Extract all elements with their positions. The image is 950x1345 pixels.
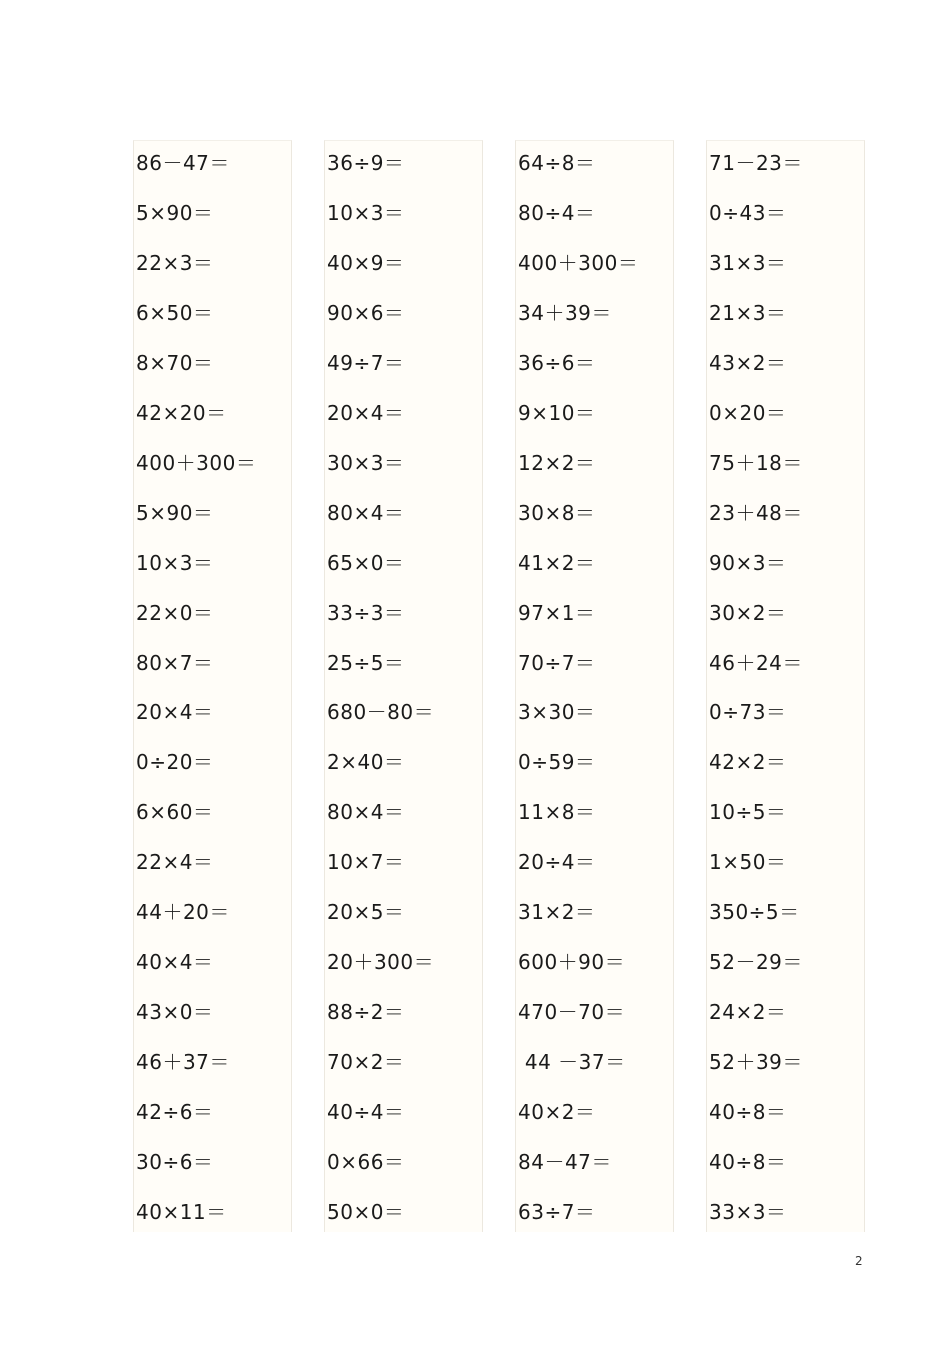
- math-problem: 22×3＝: [136, 250, 214, 275]
- math-problem: 22×4＝: [136, 850, 214, 875]
- math-problem: 31×3＝: [709, 250, 787, 275]
- problem-column-4: [706, 140, 865, 1232]
- math-problem: 12×2＝: [518, 450, 596, 475]
- math-problem: 6×60＝: [136, 800, 214, 825]
- math-problem: 30×2＝: [709, 600, 787, 625]
- math-problem: 84－47＝: [518, 1150, 612, 1174]
- math-problem: 40×4＝: [136, 950, 214, 975]
- math-problem: 680－80＝: [327, 700, 435, 725]
- math-problem: 8×70＝: [136, 350, 214, 375]
- problem-column-3: [515, 140, 674, 1232]
- math-problem: 52＋39＝: [709, 1050, 803, 1075]
- math-problem: 50×0＝: [327, 1199, 405, 1224]
- math-problem: 33÷3＝: [327, 600, 405, 625]
- math-problem: 71－23＝: [709, 151, 803, 175]
- math-problem: 52－29＝: [709, 950, 803, 975]
- math-problem: 88÷2＝: [327, 1000, 405, 1025]
- math-problem: 80÷4＝: [518, 200, 596, 225]
- math-problem: 400＋300＝: [518, 250, 639, 275]
- math-problem: 0×66＝: [327, 1150, 405, 1174]
- math-problem: 20×4＝: [327, 400, 405, 425]
- math-problem: 5×90＝: [136, 500, 214, 525]
- math-problem: 42÷6＝: [136, 1100, 214, 1125]
- math-problem: 70×2＝: [327, 1050, 405, 1075]
- math-problem: 470－70＝: [518, 1000, 626, 1025]
- math-problem: 65×0＝: [327, 550, 405, 575]
- math-problem: 43×0＝: [136, 1000, 214, 1025]
- math-problem: 90×6＝: [327, 300, 405, 325]
- math-problem: 20×5＝: [327, 900, 405, 925]
- math-problem: 36÷6＝: [518, 350, 596, 375]
- math-problem: 5×90＝: [136, 200, 214, 225]
- math-problem: 34＋39＝: [518, 300, 612, 325]
- problem-column-1: [133, 140, 292, 1232]
- math-problem: 30×3＝: [327, 450, 405, 475]
- math-problem: 40÷8＝: [709, 1150, 787, 1174]
- math-problem: 80×7＝: [136, 650, 214, 675]
- math-problem: 46＋37＝: [136, 1050, 230, 1075]
- math-problem: 31×2＝: [518, 900, 596, 925]
- math-problem: 86－47＝: [136, 151, 230, 175]
- math-problem: 75＋18＝: [709, 450, 803, 475]
- math-problem: 10×7＝: [327, 850, 405, 875]
- math-problem: 40÷4＝: [327, 1100, 405, 1125]
- math-problem: 10×3＝: [136, 550, 214, 575]
- math-problem: 90×3＝: [709, 550, 787, 575]
- math-problem: 23＋48＝: [709, 500, 803, 525]
- math-problem: 64÷8＝: [518, 151, 596, 175]
- math-problem: 0÷73＝: [709, 700, 787, 725]
- math-problem: 10÷5＝: [709, 800, 787, 825]
- math-problem: 80×4＝: [327, 800, 405, 825]
- math-problem: 10×3＝: [327, 200, 405, 225]
- math-problem: 44＋20＝: [136, 900, 230, 925]
- math-problem: 2×40＝: [327, 750, 405, 775]
- math-problem: 46＋24＝: [709, 650, 803, 675]
- math-problem: 0×20＝: [709, 400, 787, 425]
- math-problem: 40×9＝: [327, 250, 405, 275]
- math-problem: 21×3＝: [709, 300, 787, 325]
- math-problem: 43×2＝: [709, 350, 787, 375]
- math-problem: 40×11＝: [136, 1199, 227, 1224]
- math-problem: 63÷7＝: [518, 1199, 596, 1224]
- math-problem: 600＋90＝: [518, 950, 626, 975]
- math-problem: 33×3＝: [709, 1199, 787, 1224]
- math-problem: 30×8＝: [518, 500, 596, 525]
- math-problem: 0÷20＝: [136, 750, 214, 775]
- math-problem: 3×30＝: [518, 700, 596, 725]
- math-problem: 20×4＝: [136, 700, 214, 725]
- math-problem: 0÷59＝: [518, 750, 596, 775]
- page-number: 2: [855, 1254, 863, 1268]
- math-problem: 25÷5＝: [327, 650, 405, 675]
- math-problem: 350÷5＝: [709, 900, 800, 925]
- math-problem: 9×10＝: [518, 400, 596, 425]
- math-problem: 20÷4＝: [518, 850, 596, 875]
- math-problem: 20＋300＝: [327, 950, 435, 975]
- math-problem: 30÷6＝: [136, 1150, 214, 1174]
- math-problem: 40×2＝: [518, 1100, 596, 1125]
- math-problem: 42×2＝: [709, 750, 787, 775]
- math-problem: 22×0＝: [136, 600, 214, 625]
- problem-column-2: [324, 140, 483, 1232]
- math-problem: 400＋300＝: [136, 450, 257, 475]
- math-problem: 44 －37＝: [518, 1050, 626, 1075]
- math-problem: 24×2＝: [709, 1000, 787, 1025]
- math-problem: 0÷43＝: [709, 200, 787, 225]
- math-problem: 41×2＝: [518, 550, 596, 575]
- math-problem: 49÷7＝: [327, 350, 405, 375]
- math-problem: 11×8＝: [518, 800, 596, 825]
- math-problem: 36÷9＝: [327, 151, 405, 175]
- math-problem: 6×50＝: [136, 300, 214, 325]
- math-problem: 70÷7＝: [518, 650, 596, 675]
- math-problem: 1×50＝: [709, 850, 787, 875]
- math-problem: 42×20＝: [136, 400, 227, 425]
- math-problem: 40÷8＝: [709, 1100, 787, 1125]
- math-problem: 80×4＝: [327, 500, 405, 525]
- math-problem: 97×1＝: [518, 600, 596, 625]
